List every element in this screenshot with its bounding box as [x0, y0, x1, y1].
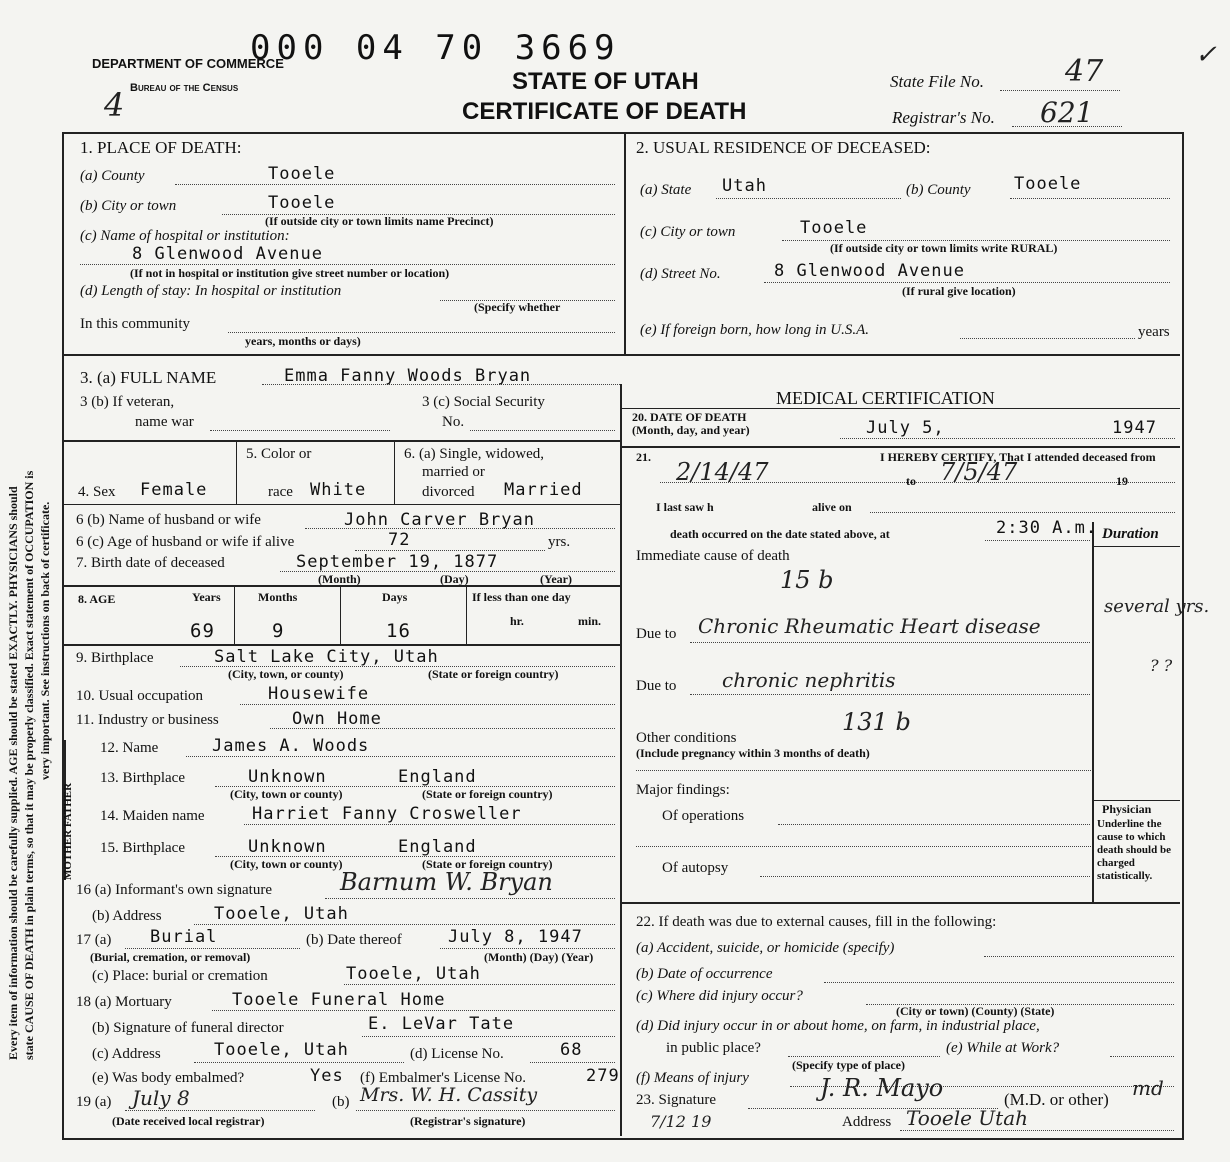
- occupation-label: 10. Usual occupation: [76, 688, 204, 704]
- date-of-death-label: 20. DATE OF DEATH: [632, 410, 747, 424]
- sex-label: 4. Sex: [78, 484, 116, 500]
- burial-date-label: (b) Date thereof: [306, 932, 402, 948]
- informant-signature: Barnum W. Bryan: [340, 868, 553, 896]
- birth-month-note: (Month): [318, 572, 361, 586]
- maiden-name-value: Harriet Fanny Crosweller: [252, 804, 522, 824]
- duration-1-value: several yrs.: [1104, 596, 1210, 617]
- alive-on-label: alive on: [812, 500, 852, 514]
- sig-address-label: Address: [842, 1114, 892, 1130]
- hospital-value: 8 Glenwood Avenue: [132, 244, 323, 264]
- date-of-death-value: July 5,: [866, 418, 945, 438]
- immediate-cause-label: Immediate cause of death: [636, 548, 790, 564]
- mother-birthplace-label: 15. Birthplace: [100, 840, 185, 856]
- father-birthplace-label: 13. Birthplace: [100, 770, 185, 786]
- birthplace-label: 9. Birthplace: [76, 650, 154, 666]
- death-time-value: 2:30 A.m.: [996, 518, 1098, 538]
- funeral-director-value: E. LeVar Tate: [368, 1014, 515, 1034]
- age-years-value: 69: [190, 620, 215, 642]
- age-label: 8. AGE: [78, 592, 116, 606]
- embalmer-license-value: 279: [586, 1066, 620, 1086]
- informant-label: 16 (a) Informant's own signature: [76, 882, 272, 898]
- parents-tag: MOTHER FATHER: [62, 782, 74, 880]
- residence-heading: 2. USUAL RESIDENCE OF DECEASED:: [636, 138, 931, 157]
- due-to-2-value: chronic nephritis: [722, 668, 896, 692]
- due-to-1-value: Chronic Rheumatic Heart disease: [698, 614, 1041, 638]
- autopsy-label: Of autopsy: [662, 860, 729, 876]
- spouse-label: 6 (b) Name of husband or wife: [76, 512, 261, 528]
- age-hr-label: hr.: [510, 614, 524, 628]
- date-of-death-note: (Month, day, and year): [632, 423, 750, 437]
- side-instruction-line1: Every item of information should be carefully supplied. AGE should be stated EXACTLY. PHYSICIANS should: [6, 486, 20, 1060]
- spouse-age-label: 6 (c) Age of husband or wife if alive: [76, 534, 295, 550]
- birth-day-note: (Day): [440, 572, 469, 586]
- community-label: In this community: [80, 316, 190, 332]
- birthplace-note-2: (State or foreign country): [428, 667, 559, 681]
- death-occurred-text: death occurred on the date stated above, at: [670, 527, 890, 541]
- md-value: md: [1132, 1076, 1164, 1100]
- father-birth-country: England: [398, 767, 477, 787]
- fd-address-label: (c) Address: [92, 1046, 161, 1062]
- res-state-value: Utah: [722, 176, 767, 196]
- major-findings-label: Major findings:: [636, 782, 730, 798]
- burial-value: Burial: [150, 927, 218, 947]
- filed-date-value: July 8: [132, 1086, 190, 1110]
- res-state-label: (a) State: [640, 182, 692, 198]
- informant-address-value: Tooele, Utah: [214, 904, 349, 924]
- certificate-serial: 000 04 70 3669: [250, 28, 621, 68]
- industry-label: 11. Industry or business: [76, 712, 219, 728]
- duration-2-value: ? ?: [1150, 656, 1173, 675]
- mortuary-value: Tooele Funeral Home: [232, 990, 446, 1010]
- attend-to-label: to: [906, 474, 916, 488]
- father-birth-city: Unknown: [248, 767, 327, 787]
- industry-value: Own Home: [292, 709, 382, 729]
- signature-date: 7/12 19: [650, 1112, 712, 1131]
- marital-label-1: 6. (a) Single, widowed,: [404, 446, 544, 462]
- hospital-label: (c) Name of hospital or institution:: [80, 228, 290, 244]
- death-county-value: Tooele: [268, 164, 336, 184]
- spouse-age-unit: yrs.: [548, 534, 571, 550]
- registrar-sig-note: (Registrar's signature): [410, 1114, 526, 1128]
- res-street-value: 8 Glenwood Avenue: [774, 261, 965, 281]
- age-years-header: Years: [192, 590, 221, 604]
- embalmed-value: Yes: [310, 1066, 344, 1086]
- external-causes-heading: 22. If death was due to external causes, fill in the following:: [636, 914, 997, 930]
- res-street-note: (If rural give location): [902, 284, 1016, 298]
- due-to-1-label: Due to: [636, 626, 677, 642]
- specify-note: (Specify whether: [474, 300, 561, 314]
- death-city-label: (b) City or town: [80, 198, 177, 214]
- res-city-label: (c) City or town: [640, 224, 736, 240]
- certify-text: I HEREBY CERTIFY, That I attended deceased from: [880, 450, 1156, 464]
- age-months-header: Months: [258, 590, 298, 604]
- embalmer-license-label: (f) Embalmer's License No.: [360, 1070, 526, 1086]
- veteran-label: 3 (b) If veteran,: [80, 394, 175, 410]
- burial-date-note: (Month) (Day) (Year): [484, 950, 594, 964]
- signature-label: 23. Signature: [636, 1092, 716, 1108]
- burial-place-value: Tooele, Utah: [346, 964, 481, 984]
- hospital-note: (If not in hospital or institution give street number or location): [130, 266, 450, 280]
- informant-address-label: (b) Address: [92, 908, 162, 924]
- other-conditions-note: (Include pregnancy within 3 months of death): [636, 746, 870, 760]
- color-label: 5. Color or: [246, 446, 312, 462]
- registrar-label: Registrar's No.: [892, 108, 995, 127]
- ssn-label: 3 (c) Social Security: [422, 394, 545, 410]
- marital-value: Married: [504, 480, 583, 500]
- department-label: DEPARTMENT OF COMMERCE: [92, 56, 284, 71]
- burial-date-value: July 8, 1947: [448, 927, 583, 947]
- place-of-death-heading: 1. PLACE OF DEATH:: [80, 138, 242, 157]
- maiden-name-label: 14. Maiden name: [100, 808, 205, 824]
- funeral-director-label: (b) Signature of funeral director: [92, 1020, 284, 1036]
- res-city-note: (If outside city or town limits write RURAL): [830, 241, 1058, 255]
- means-label: (f) Means of injury: [636, 1070, 749, 1086]
- age-days-header: Days: [382, 590, 408, 604]
- occurrence-label: (b) Date of occurrence: [636, 966, 773, 982]
- res-county-label: (b) County: [906, 182, 971, 198]
- home-label: (d) Did injury occur in or about home, on farm, in industrial place,: [636, 1018, 1040, 1034]
- race-label: race: [268, 484, 293, 500]
- immediate-cause-code: 15 b: [780, 566, 834, 594]
- certificate-title: CERTIFICATE OF DEATH: [462, 98, 747, 125]
- death-city-note: (If outside city or town limits name Precinct): [265, 214, 494, 228]
- full-name-label: 3. (a) FULL NAME: [80, 368, 217, 387]
- side-instruction-line2: state CAUSE OF DEATH in plain terms, so that it may be properly classified. Exact statement of OCCUPATION is: [22, 470, 36, 1060]
- duration-label: Duration: [1102, 526, 1159, 542]
- length-of-stay-label: (d) Length of stay: In hospital or institution: [80, 283, 342, 299]
- spouse-age-value: 72: [388, 530, 411, 550]
- medical-heading: MEDICAL CERTIFICATION: [776, 388, 995, 408]
- birth-year-note: (Year): [540, 572, 572, 586]
- at-work-label: (e) While at Work?: [946, 1040, 1060, 1056]
- license-value: 68: [560, 1040, 583, 1060]
- physician-title: Physician: [1102, 802, 1152, 816]
- age-less-day-header: If less than one day: [472, 590, 571, 604]
- public-place-note: (Specify type of place): [792, 1058, 905, 1072]
- burial-note: (Burial, cremation, or removal): [90, 950, 251, 964]
- war-label: name war: [135, 414, 194, 430]
- license-label: (d) License No.: [410, 1046, 504, 1062]
- mortuary-label: 18 (a) Mortuary: [76, 994, 172, 1010]
- md-label: (M.D. or other): [1004, 1090, 1109, 1109]
- fd-address-value: Tooele, Utah: [214, 1040, 349, 1060]
- marital-label-3: divorced: [422, 484, 475, 500]
- attend-from-value: 2/14/47: [676, 458, 769, 486]
- father-birth-note-1: (City, town or county): [230, 787, 343, 801]
- operations-label: Of operations: [662, 808, 745, 824]
- last-saw-label: I last saw h: [656, 500, 714, 514]
- age-days-value: 16: [386, 620, 411, 642]
- father-name-value: James A. Woods: [212, 736, 370, 756]
- death-city-value: Tooele: [268, 193, 336, 213]
- mother-birth-note-1: (City, town or county): [230, 857, 343, 871]
- certify-num: 21.: [636, 450, 651, 464]
- due-to-2-label: Due to: [636, 678, 677, 694]
- age-months-value: 9: [272, 620, 285, 642]
- physician-signature: J. R. Mayo: [820, 1074, 944, 1102]
- public-place-label: in public place?: [666, 1040, 761, 1056]
- foreign-born-label: (e) If foreign born, how long in U.S.A.: [640, 322, 870, 338]
- state-file-value: 47: [1065, 54, 1104, 89]
- date-of-death-year: 1947: [1112, 418, 1157, 438]
- state-file-label: State File No.: [890, 72, 984, 91]
- race-value: White: [310, 480, 367, 500]
- where-label: (c) Where did injury occur?: [636, 988, 803, 1004]
- sig-address-value: Tooele Utah: [906, 1106, 1028, 1130]
- father-birth-note-2: (State or foreign country): [422, 787, 553, 801]
- registrar-value: 621: [1040, 96, 1094, 129]
- burial-label-num: 17 (a): [76, 932, 112, 948]
- res-city-value: Tooele: [800, 218, 868, 238]
- filed-note: (Date received local registrar): [112, 1114, 265, 1128]
- mother-birth-note-2: (State or foreign country): [422, 857, 553, 871]
- accident-label: (a) Accident, suicide, or homicide (specify): [636, 940, 895, 956]
- mother-birth-country: England: [398, 837, 477, 857]
- res-street-label: (d) Street No.: [640, 266, 721, 282]
- physician-note: Underline the cause to which death should be charged statistically.: [1097, 818, 1171, 882]
- marital-label-2: married or: [422, 464, 485, 480]
- other-conditions-label: Other conditions: [636, 730, 737, 746]
- years-note: years, months or days): [245, 334, 361, 348]
- mother-birth-city: Unknown: [248, 837, 327, 857]
- ssn-no-label: No.: [442, 414, 465, 430]
- other-conditions-code: 131 b: [842, 708, 911, 736]
- registrar-signature: Mrs. W. H. Cassity: [360, 1084, 538, 1106]
- bureau-label: Bureau of the Census: [130, 82, 239, 94]
- state-title: STATE OF UTAH: [512, 68, 699, 95]
- full-name-value: Emma Fanny Woods Bryan: [284, 366, 532, 386]
- res-county-value: Tooele: [1014, 174, 1082, 194]
- corner-mark: 4: [104, 86, 125, 124]
- age-min-label: min.: [578, 614, 602, 628]
- where-note: (City or town) (County) (State): [896, 1004, 1055, 1018]
- foreign-years-unit: years: [1138, 324, 1170, 340]
- attend-to-value: 7/5/47: [940, 458, 1018, 486]
- father-name-label: 12. Name: [100, 740, 159, 756]
- registrar-sig-label: (b): [332, 1094, 350, 1110]
- birth-date-value: September 19, 1877: [296, 552, 499, 572]
- check-mark: ✓: [1195, 40, 1217, 70]
- side-instruction-line3: very important. See instructions on back of certificate.: [38, 501, 52, 780]
- birthplace-note-1: (City, town, or county): [228, 667, 344, 681]
- attend-year-label: 19: [1116, 474, 1128, 488]
- occupation-value: Housewife: [268, 684, 370, 704]
- sex-value: Female: [140, 480, 208, 500]
- burial-place-label: (c) Place: burial or cremation: [92, 968, 268, 984]
- spouse-value: John Carver Bryan: [344, 510, 535, 530]
- filed-num: 19 (a): [76, 1094, 112, 1110]
- death-county-label: (a) County: [80, 168, 145, 184]
- birth-date-label: 7. Birth date of deceased: [76, 555, 225, 571]
- embalmed-label: (e) Was body embalmed?: [92, 1070, 245, 1086]
- birthplace-value: Salt Lake City, Utah: [214, 647, 439, 667]
